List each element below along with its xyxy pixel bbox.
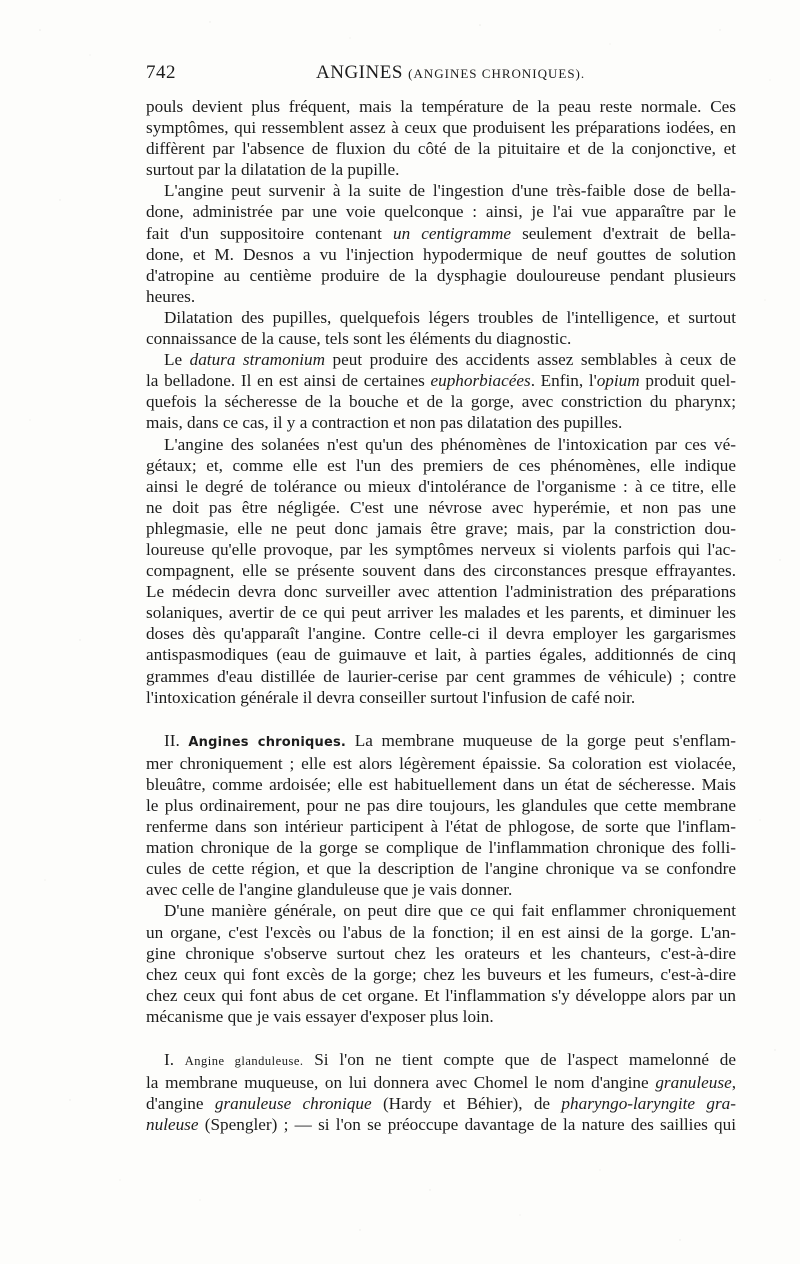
paragraph-5-end: l'intoxication générale il devra conseiller surtout l'infusion de café noir. <box>146 687 636 707</box>
paragraph-8: I. Angine glanduleuse. Si l'on ne tient compte que de l'aspect mamelonné de la membrane muqueuse, on lui donnera avec Chomel le nom d'angine granuleuse, d'angine granuleuse chronique (Hardy et Béhier), de pharyngo-laryngite gra- nuleuse (Spengler) ; — si l'on se préoccupe davantage de la nature des saillies qui <box>146 1050 736 1135</box>
paragraph-1: pouls devient plus fréquent, mais la température de la peau reste normale. Ces symptômes, qui ressemblent assez à ceux que produisent les préparations iodées, en diffèrent par l'absence de fluxion du côté de la pituitaire et de la conjonctive, et <box>146 97 736 159</box>
paragraph-6: II. Angines chroniques. La membrane muqueuse de la gorge peut s'enflam- mer chroniquement ; elle est alors légèrement épaissie. Sa coloration est violacée, bleuâtre, comme ardoisée; elle est habituellement dans un état de sécheresse. Mais le plus ordinairement, pour ne pas dire toujours, les glandules que cette membrane renferme dans son intérieur participent à l'état de phlogose, de sorte que l'inflam- mation chronique de la gorge se complique de l'inflammation chronique des folli- cules de cette région, et que la description de l'angine chronique va se confondre <box>146 730 737 879</box>
section-heading-angines-chroniques: Angines chroniques. <box>188 734 347 750</box>
running-header <box>146 62 736 92</box>
running-title-main: ANGINES <box>316 62 403 83</box>
paragraph-4-end: mais, dans ce cas, il y a contraction et non pas dilatation des pupilles. <box>146 413 623 433</box>
page-number: 742 <box>146 62 176 83</box>
section-gap <box>146 708 736 730</box>
running-title <box>316 62 585 84</box>
body-text <box>146 96 736 1135</box>
paragraph-7: D'une manière générale, on peut dire que ce qui fait enflammer chroniquement un organe, c'est l'excès ou l'abus de la fonction; il en est ainsi de la gorge. L'an- gine chronique s'observe surtout chez les orateurs et les chanteurs, c'est-à-dire chez ceux qui font excès de la gorge; chez les buveurs et les fumeurs, c'est-à-dire chez ceux qui font abus de cet organe. Et l'inflammation s'y développe alors par un <box>146 901 736 1005</box>
paragraph-3: Dilatation des pupilles, quelquefois légers troubles de l'intelligence, et surtout <box>164 307 736 327</box>
paragraph-3-end: connaissance de la cause, tels sont les éléments du diagnostic. <box>146 329 572 349</box>
running-title-sub: (ANGINES CHRONIQUES). <box>408 66 586 81</box>
paragraph-5: L'angine des solanées n'est qu'un des phénomènes de l'intoxication par ces vé- gétaux; et, comme elle est l'un des premiers de ces phénomènes, elle indique ainsi le degré de tolérance ou mieux d'intolérance de l'organisme : à ce titre, elle ne doit pas être négligée. C'est une névrose avec hyperémie, et non pas une phlegmasie, elle ne peut donc jamais être grave; mais, par la constriction dou- loureuse qu'elle provoque, par les symptômes nerveux si violents parfois qui l'ac- compagnent, elle se présente souvent dans des circonstances presque effrayantes. Le médecin devra donc surveiller avec attention l'administration des préparations solaniques, avertir de ce qui peut arriver les malades et les parents, et diminuer les doses dès qu'apparaît l'angine. Contre celle-ci il devra employer les gargarismes antispasmodiques (eau de guimauve et lait, à parties égales, additionnés de cinq grammes d'eau distillée de laurier-cerise par cent grammes de véhicule) ; contre <box>146 434 736 686</box>
subsection-heading-angine-glanduleuse: Angine glanduleuse. <box>184 1054 304 1069</box>
section-gap-2 <box>146 1027 736 1049</box>
paragraph-1-end: surtout par la dilatation de la pupille. <box>146 160 400 180</box>
paragraph-7-end: mécanisme que je vais essayer d'exposer plus loin. <box>146 1006 494 1026</box>
paragraph-2-end: heures. <box>146 286 196 306</box>
paragraph-4: Le datura stramonium peut produire des accidents assez semblables à ceux de la belladone. Il en est ainsi de certaines euphorbiacées. Enfin, l'opium produit quel- quefois la sécheresse de la bouche et de la gorge, avec constriction du pharynx; <box>146 350 736 412</box>
paragraph-2: L'angine peut survenir à la suite de l'ingestion d'une très-faible dose de bella- done, administrée par une voie quelconque : ainsi, je l'ai vue apparaître par le fait d'un suppositoire contenant un centigramme seulement d'extrait de bella- done, et M. Desnos a vu l'injection hypodermique de neuf gouttes de solution d'atropine au centième produire de la dysphagie douloureuse pendant plusieurs <box>146 181 736 285</box>
paragraph-6-end: avec celle de l'angine glanduleuse que je vais donner. <box>146 880 513 900</box>
